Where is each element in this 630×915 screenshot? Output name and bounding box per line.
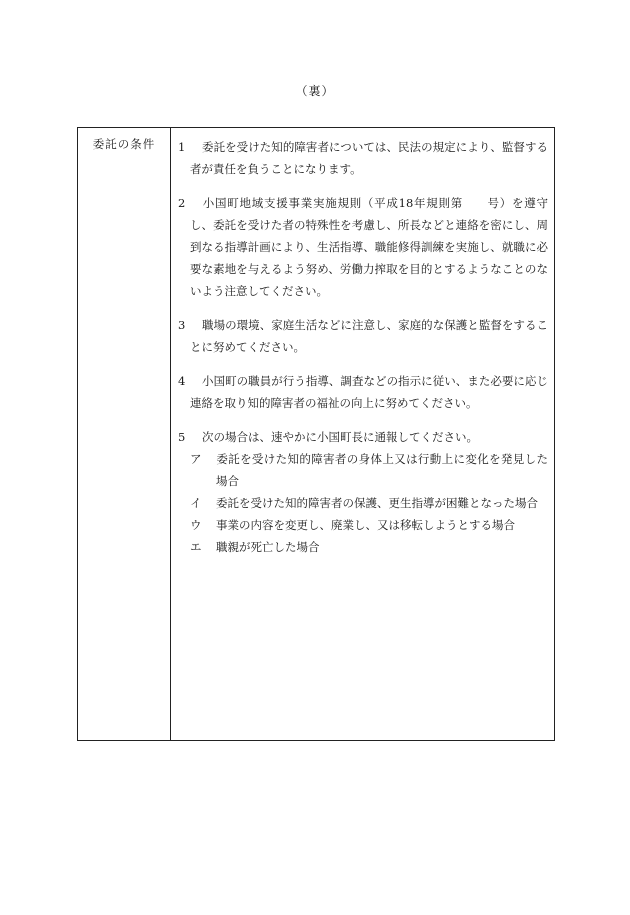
list-item-text: 事業の内容を変更し、廃業し、又は移転しようとする場合 [216,518,515,532]
list-item-text: 委託を受けた知的障害者の保護、更生指導が困難となった場合 [216,496,538,510]
clause-text: 委託を受けた知的障害者については、民法の規定により、監督する者が責任を負うことになります。 [190,140,548,176]
clause-3 [178,314,548,358]
clause-5 [178,426,548,448]
clause-number: 3 [178,318,186,332]
clause-number: 4 [178,374,186,388]
clause-2 [178,192,548,302]
list-item-mark: イ [190,496,202,510]
clause-text: 職場の環境、家庭生活などに注意し、家庭的な保護と監督をすることに努めてください。 [190,318,548,354]
list-item-text: 職親が死亡した場合 [216,540,320,554]
clause-number: 1 [178,140,186,154]
clause-number: 5 [178,430,186,444]
list-item-text: 委託を受けた知的障害者の身体上又は行動上に変化を発見した場合 [216,452,548,488]
notification-cases-list [178,448,548,558]
conditions-label-cell [78,128,171,740]
list-item-mark: エ [190,540,202,554]
clause-text: 小国町地域支援事業実施規則（平成18年規則第 号）を遵守し、委託を受けた者の特殊性を考慮し、所長などと連絡を密にし、周到なる指導計画により、生活指導、職能修得訓練を実施し、就職に必要な素地を与えるよう努め、労働力搾取を目的とするようなことのないよう注意してください。 [190,196,548,298]
page-heading: （裏） [295,84,335,98]
conditions-label: 委託の条件 [92,137,156,151]
list-item [178,514,548,536]
clause-1 [178,136,548,180]
conditions-table [77,127,555,741]
list-item-mark: ウ [190,518,202,532]
list-item [178,492,548,514]
clause-4 [178,370,548,414]
list-item [178,448,548,492]
list-item-mark: ア [190,452,202,466]
list-item [178,536,548,558]
conditions-content-cell [172,128,554,740]
clause-text: 次の場合は、速やかに小国町長に通報してください。 [202,430,478,444]
clause-text: 小国町の職員が行う指導、調査などの指示に従い、また必要に応じ連絡を取り知的障害者の福祉の向上に努めてください。 [190,374,548,410]
clause-number: 2 [178,196,186,210]
